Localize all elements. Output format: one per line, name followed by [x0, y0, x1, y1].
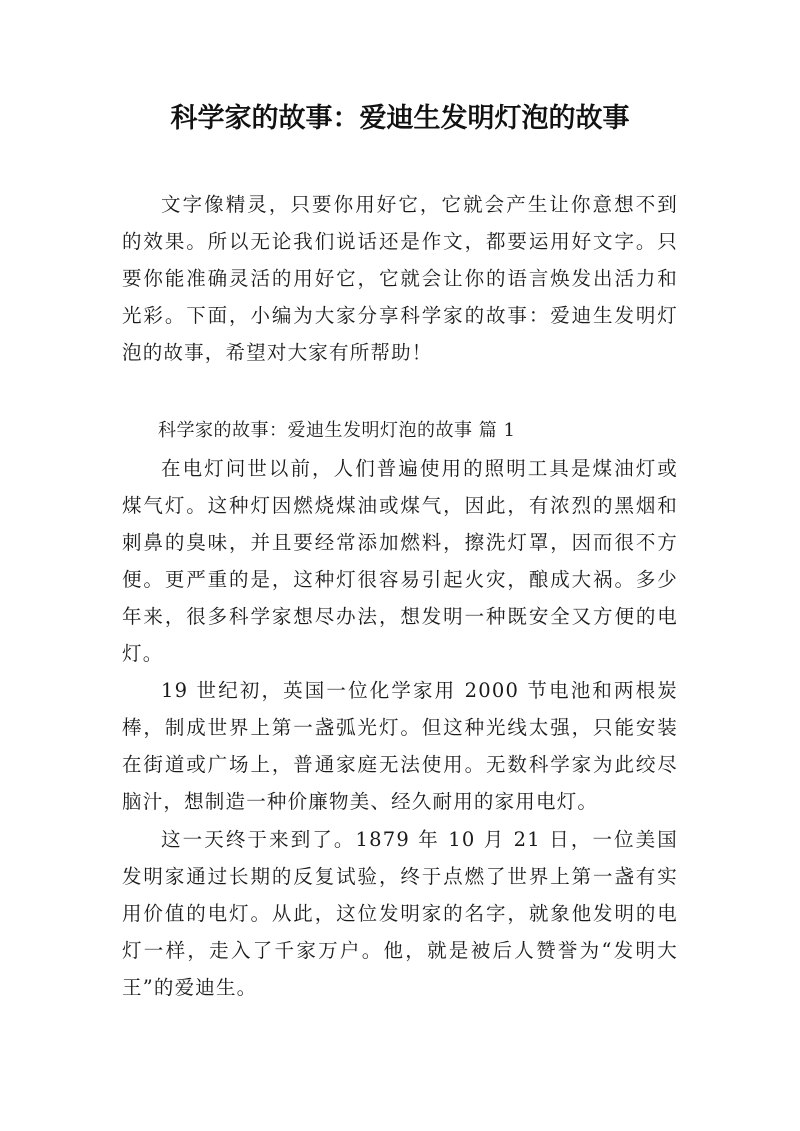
body-paragraph: 在电灯问世以前，人们普遍使用的照明工具是煤油灯或煤气灯。这种灯因燃烧煤油或煤气，因此，有浓烈的黑烟和刺鼻的臭味，并且要经常添加燃料，擦洗灯罩，因而很不方便。更严重的是，这种灯很容易引起火灾，酿成大祸。多少年来，很多科学家想尽办法，想发明一种既安全又方便的电灯。	[122, 457, 678, 665]
intro-paragraph: 文字像精灵，只要你用好它，它就会产生让你意想不到的效果。所以无论我们说话还是作文，都要运用好文字。只要你能准确灵活的用好它，它就会让你的语言焕发出活力和光彩。下面，小编为大家分享科学家的故事：爱迪生发明灯泡的故事，希望对大家有所帮助！	[122, 193, 678, 364]
document-title: 科学家的故事：爱迪生发明灯泡的故事	[170, 103, 630, 134]
body-paragraph: 这一天终于来到了。1879 年 10 月 21 日，一位美国发明家通过长期的反复试验，终于点燃了世界上第一盏有实用价值的电灯。从此，这位发明家的名字，就象他发明的电灯一样，走入了千家万户。他，就是被后人赞誉为“发明大王”的爱迪生。	[122, 828, 678, 999]
section-heading: 科学家的故事：爱迪生发明灯泡的故事 篇 1	[158, 420, 516, 441]
body-paragraph: 19 世纪初，英国一位化学家用 2000 节电池和两根炭棒，制成世界上第一盏弧光灯。但这种光线太强，只能安装在街道或广场上，普通家庭无法使用。无数科学家为此绞尽脑汁，想制造一种价廉物美、经久耐用的家用电灯。	[122, 679, 678, 813]
